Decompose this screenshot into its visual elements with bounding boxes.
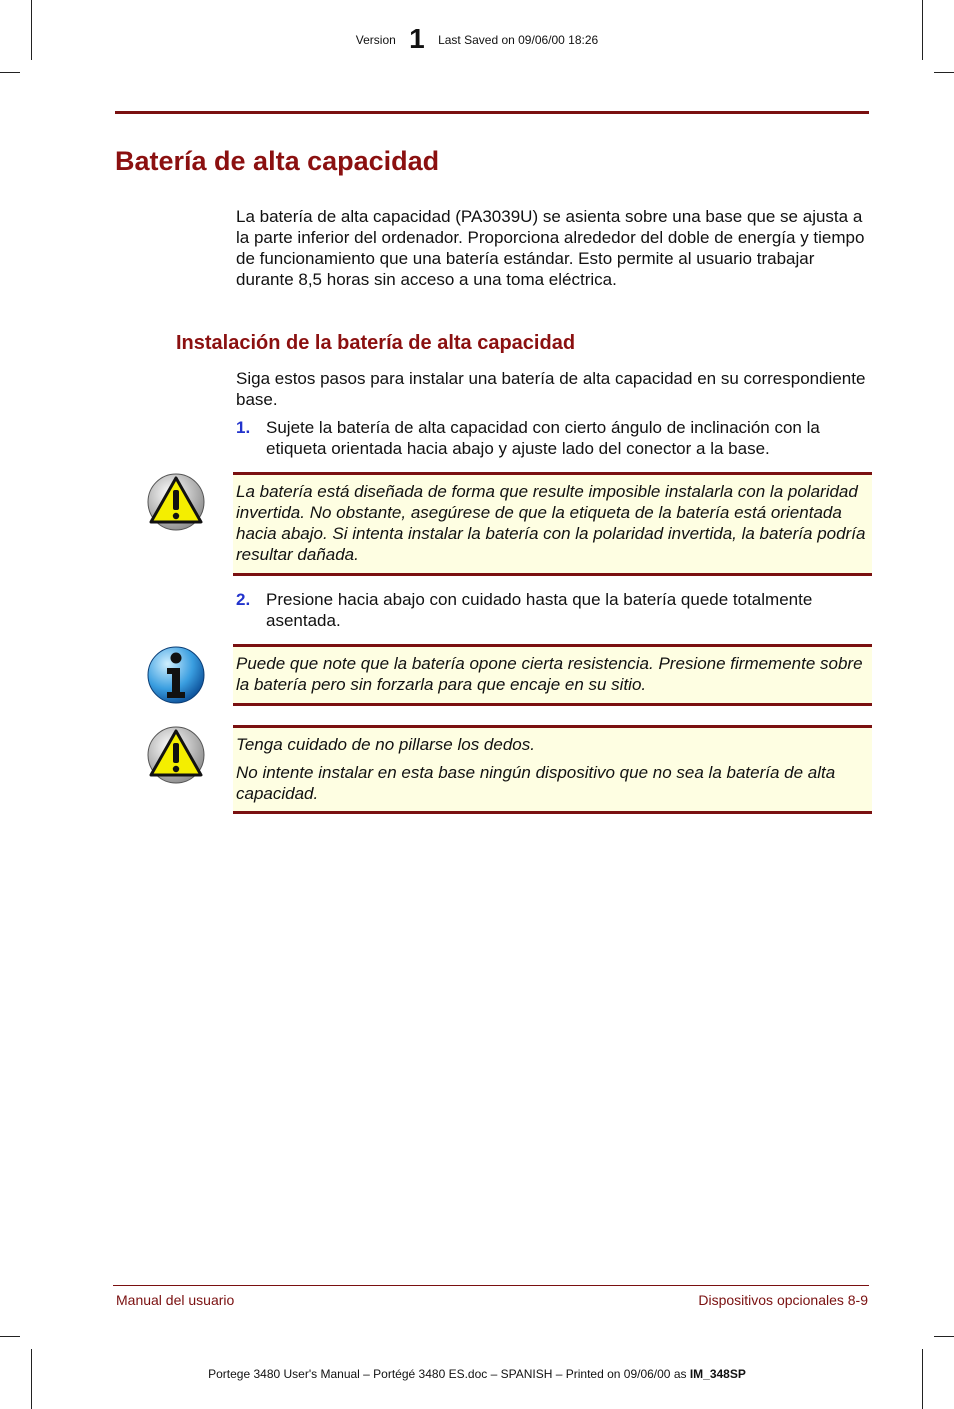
info-icon <box>146 645 206 705</box>
print-line: Portege 3480 User's Manual – Portégé 3480 ES.doc – SPANISH – Printed on 09/06/00 as <box>208 1367 690 1381</box>
footer-section-page: Dispositivos opcionales 8-9 <box>698 1292 868 1308</box>
warning-triangle-icon <box>146 472 206 532</box>
step-number: 1. <box>236 418 251 437</box>
print-info <box>0 1367 954 1381</box>
caution-note <box>233 725 872 814</box>
caution-text-1: Tenga cuidado de no pillarse los dedos. <box>236 735 535 754</box>
footer-manual-title: Manual del usuario <box>116 1292 235 1308</box>
info-note <box>233 644 872 706</box>
caution-text-2: No intente instalar en esta base ningún dispositivo que no sea la batería de alta capacidad. <box>236 763 836 803</box>
step-1 <box>236 417 872 459</box>
version-number: 1 <box>409 23 425 54</box>
version-label: Version <box>355 33 396 47</box>
doc-id: IM_348SP <box>689 1367 746 1381</box>
footer-rule <box>113 1285 869 1286</box>
crop-mark <box>0 1336 20 1337</box>
section-intro: Siga estos pasos para instalar una batería de alta capacidad en su correspondiente base. <box>236 369 866 409</box>
crop-mark <box>934 72 954 73</box>
step-text: Presione hacia abajo con cuidado hasta que la batería quede totalmente asentada. <box>266 590 813 630</box>
crop-mark <box>0 72 20 73</box>
info-text: Puede que note que la batería opone cierta resistencia. Presione firmemente sobre la batería pero sin forzarla para que encaje en su sitio. <box>236 654 863 694</box>
page-title: Batería de alta capacidad <box>115 146 440 176</box>
version-header <box>0 23 954 55</box>
warning-triangle-icon <box>146 725 206 785</box>
step-text: Sujete la batería de alta capacidad con cierto ángulo de inclinación con la etiqueta orientada hacia abajo y ajuste lado del conector a la base. <box>266 418 820 458</box>
last-saved: Last Saved on 09/06/00 18:26 <box>438 33 599 47</box>
caution-note <box>233 472 872 576</box>
top-rule <box>115 111 869 114</box>
crop-mark <box>934 1336 954 1337</box>
caution-text: La batería está diseñada de forma que resulte imposible instalarla con la polaridad invertida. No obstante, asegúrese de que la etiqueta de la batería está orientada hacia abajo. Si intenta instalar la batería con la polaridad invertida, la batería podría resultar dañada. <box>236 482 866 564</box>
step-2 <box>236 589 872 631</box>
intro-paragraph: La batería de alta capacidad (PA3039U) se asienta sobre una base que se ajusta a la parte inferior del ordenador. Proporciona alrededor del doble de energía y tiempo de funcionamiento que una batería estándar. Esto permite al usuario trabajar durante 8,5 horas sin acceso a una toma eléctrica. <box>236 207 865 289</box>
section-title: Instalación de la batería de alta capacidad <box>176 332 576 354</box>
step-number: 2. <box>236 590 251 609</box>
